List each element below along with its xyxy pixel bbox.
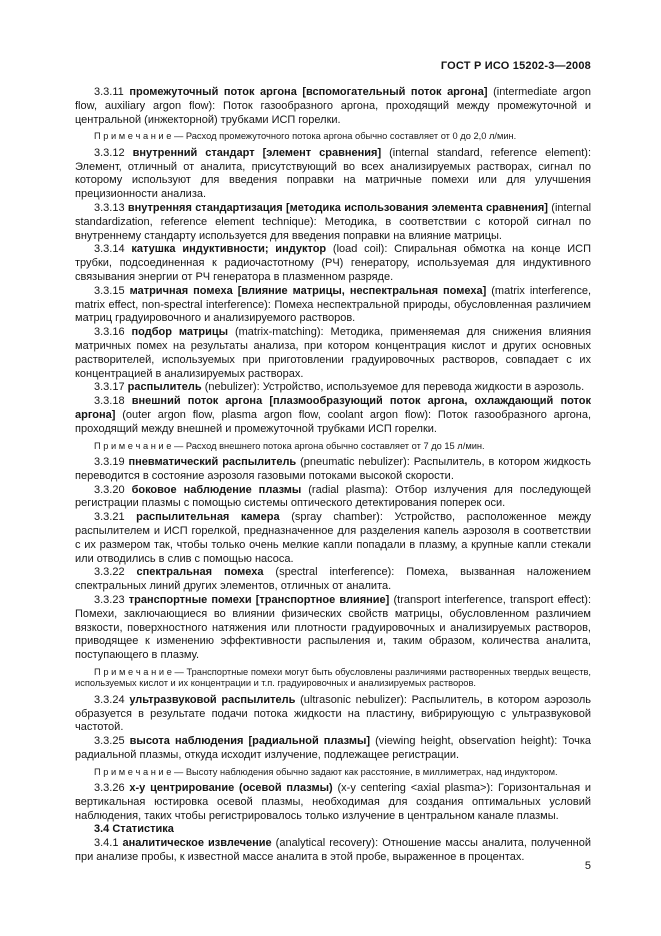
term-name: x-y центрирование (осевой плазмы) (129, 782, 333, 795)
term-number: 3.3.15 (94, 284, 130, 297)
heading-number: 3.4 (94, 823, 113, 836)
note-paragraph (75, 441, 591, 452)
term-name: катушка индуктивности; индуктор (131, 243, 327, 256)
term-definition: (nebulizer): Устройство, используемое для перевода жидкости в аэрозоль. (201, 381, 585, 394)
term-paragraph (75, 594, 591, 663)
term-definition: (viewing height, observation height): Точка радиальной плазмы, откуда исходит излучение, подлежащее регистрации. (75, 735, 591, 761)
term-definition: (internal standard, reference element): Элемент, отличный от аналита, присутствующий во всех анализируемых растворах, сигнал по которому используют для введения поправки на матричные помехи или для улучшения прецизионности анализа. (75, 146, 591, 201)
term-number: 3.3.14 (94, 243, 132, 256)
term-number: 3.3.21 (94, 511, 137, 524)
term-number: 3.3.19 (94, 455, 129, 468)
note-label: П р и м е ч а н и е — (94, 766, 186, 777)
term-paragraph (75, 285, 591, 326)
term-number: 3.4.1 (94, 837, 123, 850)
term-name: транспортные помехи [транспортное влияние] (128, 593, 390, 606)
term-definition: (spray chamber): Устройство, расположенное между распылителем и ИСП горелкой, предназначенное для разделения капель аэрозоля в соответствии с их размером так, чтобы только очень мелкие капли попадали в плазму, а крупные капли стекали или отводились в слив с помощью насоса. (75, 511, 592, 565)
term-name: аналитическое извлечение (122, 837, 272, 850)
term-definition: (ultrasonic nebulizer): Распылитель, в котором аэрозоль образуется в результате подачи потока жидкости на пластину, вибрирующую с ультразвуковой частотой. (75, 693, 591, 734)
term-definition: (transport interference, transport effect): Помехи, заключающиеся во влиянии физических свойств матрицы, обусловленном различием вязкости, поверхностного натяжения или плотности градуировочных и анализируемых растворов, приводящее к изменению эффективности распыления и, таким образом, количества аналита, поступающего в плазму. (75, 593, 592, 662)
term-number: 3.3.26 (94, 782, 130, 795)
note-paragraph (75, 667, 591, 690)
term-definition: (load coil): Спиральная обмотка на конце ИСП трубки, подсоединенная к радиочастотному (РЧ) генератору, используемая для индуктивного связывания энергии от РЧ генератора в плазменном разряде. (75, 243, 592, 283)
term-number: 3.3.23 (94, 593, 129, 606)
term-paragraph (75, 395, 591, 436)
term-paragraph (75, 86, 591, 127)
document-header: ГОСТ Р ИСО 15202-3—2008 (440, 60, 591, 72)
term-paragraph (75, 243, 591, 284)
note-text: Расход внешнего потока аргона обычно составляет от 7 до 15 л/мин. (185, 440, 485, 451)
term-name: подбор матрицы (131, 326, 229, 339)
note-paragraph (75, 131, 591, 142)
term-definition: (x-y centering <axial plasma>): Горизонтальная и вертикальная юстировка осевой плазмы, необходимая для создания оптимальных условий наблюдения, таких чтобы регистрировалось только излучение в центральном канале плазмы. (75, 782, 591, 822)
term-definition: (radial plasma): Отбор излучения для последующей регистрации плазмы с помощью системы оптического детектирования поперек оси. (75, 483, 591, 510)
term-name: распылитель (127, 381, 202, 394)
term-name: высота наблюдения [радиальной плазмы] (129, 735, 371, 748)
note-label: П р и м е ч а н и е — (94, 131, 186, 142)
term-definition: (intermediate argon flow, auxiliary argon flow): Поток газообразного аргона, проходящий между промежуточной и центральной (инжекторной) трубками ИСП горелки. (75, 86, 591, 126)
document-body (75, 86, 591, 865)
term-definition: (matrix interference, matrix effect, non-spectral interference): Помеха неспектральной природы, обусловленная различием матриц градуировочного и анализируемого растворов. (75, 284, 592, 325)
term-name: пневматический распылитель (128, 455, 297, 468)
term-name: промежуточный поток аргона [вспомогательный поток аргона] (129, 86, 488, 98)
term-number: 3.3.12 (94, 146, 133, 159)
term-number: 3.3.11 (94, 86, 130, 98)
term-definition: (spectral interference): Помеха, вызванная наложением спектральных линий других элементов, отличных от аналита. (75, 566, 591, 593)
page-number: 5 (584, 860, 591, 872)
term-paragraph (75, 484, 591, 512)
term-name: спектральная помеха (136, 566, 264, 579)
section-heading (75, 823, 591, 837)
term-number: 3.3.17 (94, 381, 128, 394)
note-text: Транспортные помехи могут быть обусловлены различиями растворенных твердых веществ, используемых кислот и их концентрации и т.п. градуировочных и анализируемых растворов. (75, 666, 591, 689)
note-text: Расход промежуточного потока аргона обычно составляет от 0 до 2,0 л/мин. (185, 131, 517, 142)
term-number: 3.3.18 (94, 395, 132, 408)
term-paragraph (75, 381, 591, 395)
term-name: матричная помеха [влияние матрицы, неспектральная помеха] (129, 284, 487, 297)
note-label: П р и м е ч а н и е — (94, 666, 187, 677)
term-definition: (analytical recovery): Отношение массы аналита, полученной при анализе пробы, к известной массе аналита в этой пробе, выраженное в процентах. (75, 837, 591, 864)
term-paragraph (75, 566, 591, 594)
term-number: 3.3.20 (94, 483, 132, 496)
term-name: боковое наблюдение плазмы (131, 483, 302, 496)
term-number: 3.3.13 (94, 201, 128, 214)
term-name: внешний поток аргона [плазмообразующий поток аргона, охлаждающий поток аргона] (75, 395, 592, 421)
note-text: Высоту наблюдения обычно задают как расстояние, в миллиметрах, над индуктором. (185, 766, 558, 777)
term-number: 3.3.24 (94, 693, 130, 706)
note-paragraph (75, 767, 591, 778)
term-paragraph (75, 694, 591, 735)
term-name: распылительная камера (136, 511, 280, 524)
note-label: П р и м е ч а н и е — (94, 440, 186, 451)
term-paragraph (75, 456, 591, 484)
term-number: 3.3.22 (94, 566, 137, 579)
term-paragraph (75, 782, 591, 823)
heading-text: Статистика (112, 823, 174, 836)
term-paragraph (75, 147, 591, 202)
term-name: внутренний стандарт [элемент сравнения] (132, 146, 382, 159)
term-definition: (outer argon flow, plasma argon flow, coolant argon flow): Поток газообразного аргона, проходящий между внешней и промежуточной трубками ИСП горелки. (75, 408, 591, 435)
term-number: 3.3.25 (94, 735, 130, 748)
term-definition: (pneumatic nebulizer): Распылитель, в котором жидкость переводится в состояние аэрозоля газовыми потоками высокой скорости. (75, 455, 592, 482)
term-paragraph (75, 735, 591, 763)
term-definition: (matrix-matching): Методика, применяемая для снижения влияния матричных помех на результаты анализа, при котором концентрация кислот и других основных растворителей, используемых при приготовлении градуировочных растворов, совпадает с их концентрацией в анализируемых растворах. (75, 326, 592, 380)
term-paragraph (75, 202, 591, 243)
term-paragraph (75, 326, 591, 381)
term-definition: (internal standardization, reference element technique): Методика, в соответствии с которой сигнал по внутреннему стандарту используется для введения поправки на влияние матрицы. (75, 201, 592, 242)
term-number: 3.3.16 (94, 326, 132, 339)
term-paragraph (75, 511, 591, 566)
term-name: ультразвуковой распылитель (129, 693, 296, 706)
term-name: внутренняя стандартизация [методика использования элемента сравнения] (127, 201, 548, 214)
